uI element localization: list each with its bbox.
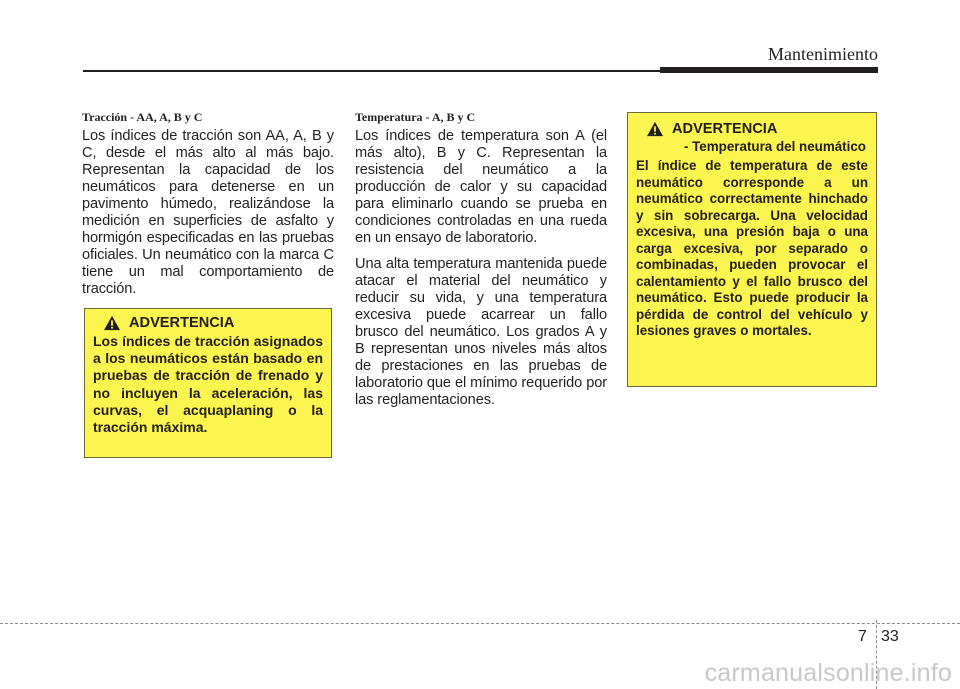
chapter-number: 7 (858, 628, 867, 645)
warning-box-traccion (84, 308, 332, 458)
warning-header (646, 121, 868, 137)
footer-rule (0, 623, 960, 624)
header-rule (83, 70, 663, 72)
header-title: Mantenimiento (768, 44, 878, 64)
traccion-body: Los índices de tracción son AA, A, B y C, desde el más alto al más bajo. Representan la capacidad de los neumáticos para detenerse en un pavimento húmedo, realizándose la medición en superficies de asfalto y hormigón especificadas en las pruebas oficiales. Un neumático con la marca C tiene un mal comportamiento de tracción. (82, 128, 334, 297)
temperatura-body-2: Una alta temperatura mantenida puede atacar el material del neumático y reducir su vida, y una temperatura excesiva puede acarrear un fallo brusco del neumático. Los grados A y B representan unos niveles más altos de prestaciones en las pruebas de laboratorio que el mínimo requerido por las reglamentaciones. (355, 256, 607, 408)
warning-triangle-icon (646, 121, 664, 137)
temperatura-heading: Temperatura - A, B y C (355, 110, 476, 124)
warning-title: ADVERTENCIA (672, 121, 778, 137)
warning-header (103, 315, 323, 331)
page-number: 33 (881, 628, 899, 645)
warning-body: El índice de temperatura de este neumático corresponde a un neumático correctamente hinchado y sin sobrecarga. Una velocidad excesiva, una presión baja o una carga excesiva, por separado o combinadas, pueden provocar el calentamiento y el fallo brusco del neumático. Esto puede producir la pérdida de control del vehículo y lesiones graves o mortales. (636, 158, 868, 338)
warning-box-temperatura (627, 112, 877, 387)
warning-subtitle: - Temperatura del neumático (683, 139, 866, 154)
warning-body: Los índices de tracción asignados a los neumáticos están basado en pruebas de tracción de frenado y no incluyen la aceleración, las curvas, el acquaplaning o la tracción máxima. (93, 333, 323, 436)
traccion-heading: Tracción - AA, A, B y C (82, 110, 203, 124)
header-rule-thick (660, 67, 878, 73)
temperatura-body-1: Los índices de temperatura son A (el más alto), B y C. Representan la resistencia del neumático a la producción de calor y su capacidad para eliminarlo cuando se prueba en condiciones controladas en una rueda en un ensayo de laboratorio. (355, 128, 607, 246)
warning-title: ADVERTENCIA (129, 315, 235, 331)
left-column (82, 110, 334, 307)
warning-triangle-icon (103, 315, 121, 331)
watermark: carmanualsonline.info (704, 659, 952, 687)
middle-column (355, 110, 607, 418)
